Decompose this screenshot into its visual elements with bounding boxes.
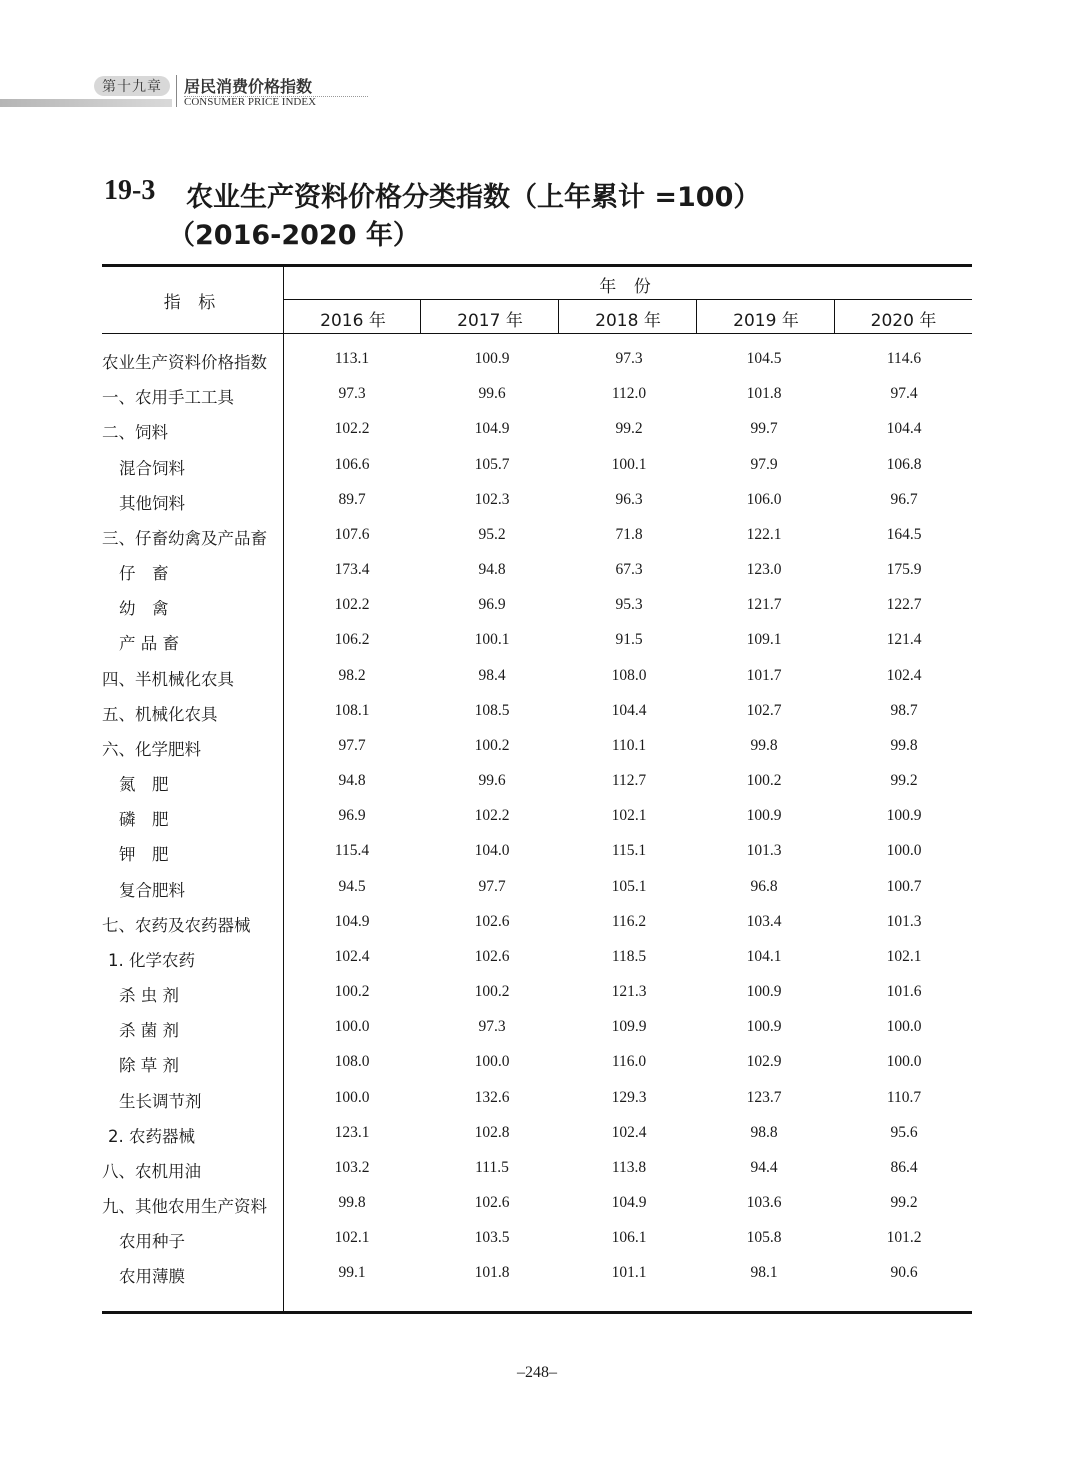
table-top-rule bbox=[102, 264, 972, 267]
row-label: 六、化学肥料 bbox=[102, 739, 201, 759]
value-cell: 114.6 bbox=[886, 350, 922, 367]
value-cell: 102.2 bbox=[474, 807, 510, 825]
value-cell: 71.8 bbox=[615, 525, 643, 543]
value-cell: 112.0 bbox=[611, 385, 647, 403]
value-cell: 100.0 bbox=[334, 1088, 370, 1106]
row-label: 四、半机械化农具 bbox=[102, 669, 234, 689]
row-label: 二、饲料 bbox=[102, 423, 168, 443]
table-row bbox=[0, 1017, 1074, 1052]
value-cell: 129.3 bbox=[611, 1088, 647, 1106]
value-cell: 100.9 bbox=[746, 807, 782, 825]
year-column-divider bbox=[420, 300, 421, 334]
value-cell: 106.0 bbox=[746, 490, 782, 508]
value-cell: 115.4 bbox=[334, 842, 370, 860]
row-label: 一、农用手工工具 bbox=[102, 388, 234, 408]
value-cell: 101.2 bbox=[886, 1229, 922, 1247]
value-cell: 103.5 bbox=[474, 1229, 510, 1247]
row-label: 1. 化学农药 bbox=[108, 950, 195, 970]
table-row bbox=[0, 666, 1074, 701]
value-cell: 99.2 bbox=[890, 1194, 918, 1212]
year-column-header: 2016 年 bbox=[320, 311, 386, 331]
table-row bbox=[0, 595, 1074, 630]
value-cell: 102.4 bbox=[611, 1123, 647, 1141]
table-row bbox=[0, 771, 1074, 806]
year-column-header: 2018 年 bbox=[595, 311, 661, 331]
value-cell: 105.8 bbox=[746, 1229, 782, 1247]
table-row bbox=[0, 419, 1074, 454]
value-cell: 116.2 bbox=[611, 912, 647, 930]
value-cell: 132.6 bbox=[474, 1088, 510, 1106]
header-bar bbox=[0, 99, 172, 107]
value-cell: 102.1 bbox=[611, 807, 647, 825]
value-cell: 101.8 bbox=[746, 385, 782, 403]
value-cell: 97.4 bbox=[890, 385, 918, 403]
value-cell: 104.4 bbox=[611, 701, 647, 719]
value-cell: 99.1 bbox=[338, 1264, 366, 1282]
value-cell: 100.9 bbox=[746, 983, 782, 1001]
value-cell: 97.3 bbox=[615, 350, 643, 367]
value-cell: 122.7 bbox=[886, 596, 922, 614]
year-column-header: 2020 年 bbox=[870, 311, 937, 331]
value-cell: 100.2 bbox=[334, 983, 370, 1001]
value-cell: 102.6 bbox=[474, 947, 510, 965]
row-label: 八、农机用油 bbox=[102, 1161, 201, 1181]
value-cell: 102.1 bbox=[334, 1229, 370, 1247]
table-row bbox=[0, 455, 1074, 490]
table-title-years: （2016-2020 年） bbox=[168, 220, 420, 251]
table-row bbox=[0, 1052, 1074, 1087]
value-cell: 99.2 bbox=[615, 420, 643, 438]
running-title-cn: 居民消费价格指数 bbox=[184, 77, 313, 96]
row-label: 杀 菌 剂 bbox=[119, 1021, 179, 1041]
value-cell: 173.4 bbox=[334, 561, 370, 579]
value-cell: 96.9 bbox=[338, 807, 366, 825]
value-cell: 95.3 bbox=[615, 596, 643, 614]
row-label: 复合肥料 bbox=[119, 880, 185, 900]
value-cell: 90.6 bbox=[890, 1264, 918, 1282]
value-cell: 96.8 bbox=[750, 877, 778, 895]
table-row bbox=[0, 1228, 1074, 1263]
value-cell: 86.4 bbox=[890, 1158, 918, 1176]
value-cell: 102.8 bbox=[474, 1123, 510, 1141]
value-cell: 104.9 bbox=[611, 1194, 647, 1212]
value-cell: 100.2 bbox=[474, 983, 510, 1001]
row-label: 除 草 剂 bbox=[119, 1056, 179, 1076]
value-cell: 104.5 bbox=[746, 350, 782, 367]
table-row bbox=[0, 877, 1074, 912]
row-label: 农用种子 bbox=[119, 1232, 185, 1252]
value-cell: 110.7 bbox=[886, 1088, 922, 1106]
value-cell: 94.5 bbox=[338, 877, 366, 895]
row-label: 仔 畜 bbox=[119, 564, 169, 584]
value-cell: 94.8 bbox=[478, 561, 506, 579]
value-cell: 108.0 bbox=[611, 666, 647, 684]
value-cell: 109.9 bbox=[611, 1018, 647, 1036]
table-title: 农业生产资料价格分类指数（上年累计 =100） bbox=[186, 182, 761, 213]
row-label: 五、机械化农具 bbox=[102, 704, 218, 724]
table-row bbox=[0, 1263, 1074, 1298]
table-row bbox=[0, 1088, 1074, 1123]
year-column-header: 2017 年 bbox=[457, 311, 523, 331]
value-cell: 104.9 bbox=[474, 420, 510, 438]
value-cell: 108.0 bbox=[334, 1053, 370, 1071]
value-cell: 102.6 bbox=[474, 912, 510, 930]
value-cell: 99.8 bbox=[890, 736, 918, 754]
value-cell: 89.7 bbox=[338, 490, 366, 508]
value-cell: 94.4 bbox=[750, 1158, 778, 1176]
table-row bbox=[0, 560, 1074, 595]
value-cell: 102.4 bbox=[334, 947, 370, 965]
table-bottom-rule bbox=[102, 1311, 972, 1314]
value-cell: 103.6 bbox=[746, 1194, 782, 1212]
value-cell: 99.6 bbox=[478, 385, 506, 403]
value-cell: 101.3 bbox=[886, 912, 922, 930]
row-label: 2. 农药器械 bbox=[108, 1126, 195, 1146]
value-cell: 98.2 bbox=[338, 666, 366, 684]
row-label: 氮 肥 bbox=[119, 775, 169, 795]
table-row bbox=[0, 841, 1074, 876]
table-row bbox=[0, 982, 1074, 1017]
value-cell: 122.1 bbox=[746, 525, 782, 543]
value-cell: 123.0 bbox=[746, 561, 782, 579]
value-cell: 103.2 bbox=[334, 1158, 370, 1176]
value-cell: 112.7 bbox=[611, 772, 647, 790]
table-row bbox=[0, 736, 1074, 771]
value-cell: 104.1 bbox=[746, 947, 782, 965]
table-row bbox=[0, 912, 1074, 947]
value-cell: 102.1 bbox=[886, 947, 922, 965]
chapter-badge: 第十九章 bbox=[94, 76, 170, 96]
header-divider bbox=[176, 75, 177, 107]
value-cell: 94.8 bbox=[338, 772, 366, 790]
value-cell: 96.3 bbox=[615, 490, 643, 508]
table-row bbox=[0, 701, 1074, 736]
value-cell: 100.0 bbox=[886, 842, 922, 860]
value-cell: 97.7 bbox=[338, 736, 366, 754]
table-row bbox=[0, 630, 1074, 665]
value-cell: 103.4 bbox=[746, 912, 782, 930]
value-cell: 100.9 bbox=[474, 350, 510, 367]
row-label: 农业生产资料价格指数 bbox=[102, 353, 267, 372]
value-cell: 67.3 bbox=[615, 561, 643, 579]
year-column-divider bbox=[834, 300, 835, 334]
value-cell: 96.9 bbox=[478, 596, 506, 614]
value-cell: 123.1 bbox=[334, 1123, 370, 1141]
value-cell: 115.1 bbox=[611, 842, 647, 860]
value-cell: 100.9 bbox=[886, 807, 922, 825]
row-label: 九、其他农用生产资料 bbox=[102, 1197, 267, 1217]
value-cell: 102.2 bbox=[334, 596, 370, 614]
row-label: 七、农药及农药器械 bbox=[102, 915, 251, 935]
value-cell: 113.8 bbox=[611, 1158, 647, 1176]
header-bottom-rule bbox=[102, 333, 972, 334]
value-cell: 101.3 bbox=[746, 842, 782, 860]
value-cell: 100.1 bbox=[611, 455, 647, 473]
row-label: 农用薄膜 bbox=[119, 1267, 185, 1287]
value-cell: 110.1 bbox=[611, 736, 647, 754]
row-label: 其他饲料 bbox=[119, 493, 185, 513]
table-row bbox=[0, 384, 1074, 419]
row-label: 钾 肥 bbox=[119, 845, 169, 865]
year-header: 年 份 bbox=[599, 277, 657, 297]
table-row bbox=[0, 806, 1074, 841]
value-cell: 175.9 bbox=[886, 561, 922, 579]
row-label: 三、仔畜幼禽及产品畜 bbox=[102, 528, 267, 548]
value-cell: 100.2 bbox=[746, 772, 782, 790]
value-cell: 99.6 bbox=[478, 772, 506, 790]
value-cell: 104.4 bbox=[886, 420, 922, 438]
value-cell: 100.9 bbox=[746, 1018, 782, 1036]
value-cell: 97.9 bbox=[750, 455, 778, 473]
page-number: –248– bbox=[517, 1364, 557, 1381]
value-cell: 104.9 bbox=[334, 912, 370, 930]
value-cell: 101.6 bbox=[886, 983, 922, 1001]
year-column-divider bbox=[558, 300, 559, 334]
value-cell: 101.1 bbox=[611, 1264, 647, 1282]
value-cell: 105.1 bbox=[611, 877, 647, 895]
value-cell: 96.7 bbox=[890, 490, 918, 508]
value-cell: 98.7 bbox=[890, 701, 918, 719]
value-cell: 99.8 bbox=[750, 736, 778, 754]
value-cell: 111.5 bbox=[475, 1158, 509, 1176]
value-cell: 95.2 bbox=[478, 525, 506, 543]
value-cell: 100.0 bbox=[886, 1053, 922, 1071]
value-cell: 98.8 bbox=[750, 1123, 778, 1141]
value-cell: 97.3 bbox=[478, 1018, 506, 1036]
value-cell: 98.4 bbox=[478, 666, 506, 684]
value-cell: 104.0 bbox=[474, 842, 510, 860]
value-cell: 105.7 bbox=[474, 455, 510, 473]
value-cell: 107.6 bbox=[334, 525, 370, 543]
row-label: 混合饲料 bbox=[119, 458, 185, 478]
value-cell: 106.6 bbox=[334, 455, 370, 473]
value-cell: 101.8 bbox=[474, 1264, 510, 1282]
value-cell: 102.7 bbox=[746, 701, 782, 719]
value-cell: 121.7 bbox=[746, 596, 782, 614]
year-column-divider bbox=[696, 300, 697, 334]
value-cell: 118.5 bbox=[611, 947, 647, 965]
table-row bbox=[0, 947, 1074, 982]
value-cell: 102.2 bbox=[334, 420, 370, 438]
value-cell: 121.3 bbox=[611, 983, 647, 1001]
value-cell: 100.0 bbox=[886, 1018, 922, 1036]
row-label: 磷 肥 bbox=[119, 810, 169, 830]
value-cell: 102.6 bbox=[474, 1194, 510, 1212]
table-row bbox=[0, 1123, 1074, 1158]
table-row bbox=[0, 1193, 1074, 1228]
value-cell: 102.3 bbox=[474, 490, 510, 508]
value-cell: 97.3 bbox=[338, 385, 366, 403]
value-cell: 98.1 bbox=[750, 1264, 778, 1282]
value-cell: 95.6 bbox=[890, 1123, 918, 1141]
value-cell: 99.8 bbox=[338, 1194, 366, 1212]
stub-header: 指 标 bbox=[163, 293, 222, 313]
value-cell: 101.7 bbox=[746, 666, 782, 684]
row-label: 生长调节剂 bbox=[119, 1091, 202, 1111]
table-row bbox=[0, 1158, 1074, 1193]
value-cell: 91.5 bbox=[615, 631, 643, 649]
value-cell: 113.1 bbox=[334, 350, 370, 367]
table-row bbox=[0, 525, 1074, 560]
value-cell: 100.1 bbox=[474, 631, 510, 649]
value-cell: 102.4 bbox=[886, 666, 922, 684]
value-cell: 106.8 bbox=[886, 455, 922, 473]
table-row bbox=[0, 349, 1074, 384]
value-cell: 99.2 bbox=[890, 772, 918, 790]
value-cell: 164.5 bbox=[886, 525, 922, 543]
table-row bbox=[0, 490, 1074, 525]
row-label: 产 品 畜 bbox=[119, 634, 179, 654]
value-cell: 109.1 bbox=[746, 631, 782, 649]
value-cell: 102.9 bbox=[746, 1053, 782, 1071]
value-cell: 108.1 bbox=[334, 701, 370, 719]
value-cell: 121.4 bbox=[886, 631, 922, 649]
row-label: 杀 虫 剂 bbox=[119, 986, 179, 1006]
value-cell: 100.0 bbox=[334, 1018, 370, 1036]
value-cell: 100.2 bbox=[474, 736, 510, 754]
table-number: 19-3 bbox=[104, 175, 156, 206]
value-cell: 108.5 bbox=[474, 701, 510, 719]
value-cell: 100.0 bbox=[474, 1053, 510, 1071]
value-cell: 100.7 bbox=[886, 877, 922, 895]
year-header-rule bbox=[283, 299, 972, 300]
value-cell: 99.7 bbox=[750, 420, 778, 438]
value-cell: 106.2 bbox=[334, 631, 370, 649]
value-cell: 106.1 bbox=[611, 1229, 647, 1247]
row-label: 幼 禽 bbox=[119, 599, 169, 619]
value-cell: 116.0 bbox=[611, 1053, 647, 1071]
running-title-en: CONSUMER PRICE INDEX bbox=[184, 96, 317, 108]
value-cell: 123.7 bbox=[746, 1088, 782, 1106]
value-cell: 97.7 bbox=[478, 877, 506, 895]
year-column-header: 2019 年 bbox=[733, 311, 799, 331]
